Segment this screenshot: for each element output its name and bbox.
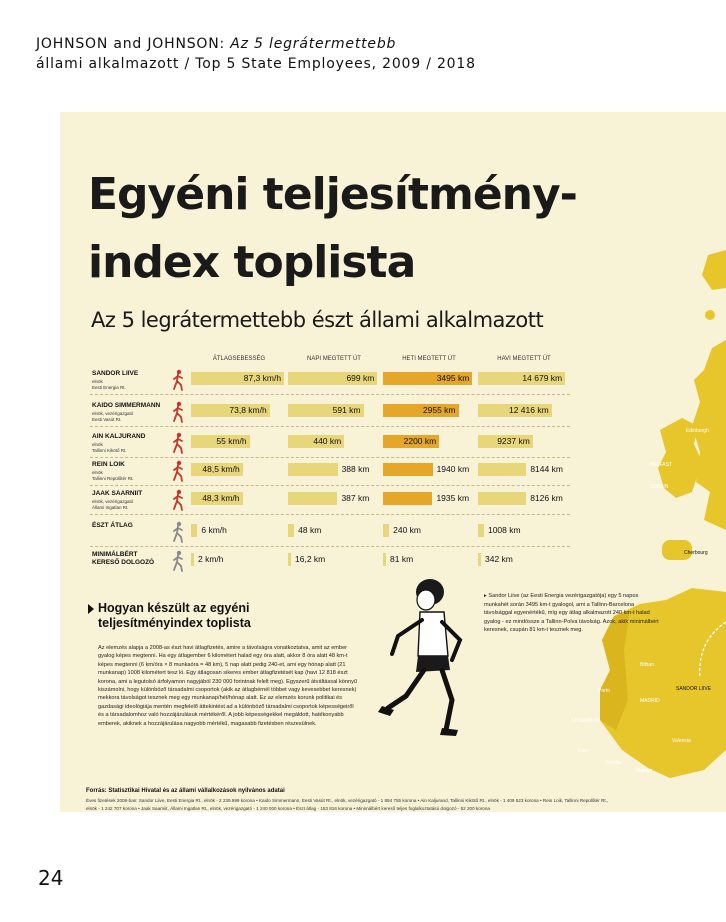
bar-value-label: 9237 km: [497, 436, 530, 446]
bar-value-label: 8144 km: [530, 464, 563, 474]
row-subtitle: elnök, vezérigazgató: [92, 499, 134, 504]
chart-bar: [383, 524, 389, 537]
chart-bar: [478, 463, 526, 476]
row-subtitle: Állami Ingatlan Rt.: [92, 504, 129, 510]
bar-value-label: 440 km: [313, 436, 342, 446]
bar-value-label: 2 km/h: [198, 554, 224, 564]
bar-value-label: 1940 km: [436, 464, 470, 474]
bar-value-label: 73,8 km/h: [229, 405, 267, 415]
bar-value-label: 48,3 km/h: [202, 493, 240, 503]
column-header: HETI MEGTETT ÚT: [402, 356, 456, 362]
row-subtitle: elnök: [92, 470, 103, 475]
map-label-bilbao: Bilbao: [640, 662, 654, 668]
bar-value-label: 48 km: [298, 525, 322, 535]
source-body: Éves fizetések 2008-ban: Sandor Liive, Eesti Energia Rt., elnök - 2 239.999 korona • Kaido Simmermann, Eesti Vasút Rt., elnök, vezérigazgató - 1 894 755 korona • Ain Kaljurand, Tallinni Kikötő Rt., elnök - 1 409 523 korona • Rein Loik, Tallinni Repülőtér Rt., elnök - 1 242 707 korona • Jaak Saarniit, Állami Ingatlan Rt., elnök, vezérigazgató - 1 240 000 korona • Észt átlag - 153 816 korona • Minimálbért kereső teljes foglalkoztatású dolgozó - 52 200 korona: [86, 798, 609, 811]
bar-value-label: 387 km: [341, 493, 370, 503]
row-subtitle: Tallinni Kikötő Rt.: [92, 447, 127, 453]
row-name: REIN LOIK: [92, 461, 125, 468]
bar-value-label: 6 km/h: [201, 525, 227, 535]
bar-value-label: 14 679 km: [522, 373, 563, 383]
row-subtitle: elnök: [92, 442, 103, 447]
map-label-sevilla: Sevilla: [606, 760, 621, 766]
row-name: SANDOR LIIVE: [92, 370, 139, 377]
page-number: 24: [38, 866, 64, 890]
map-label-sandor-liive: SANDOR LIIVE: [676, 686, 712, 692]
row-subtitle: elnök, vezérigazgató: [92, 411, 134, 416]
bar-value-label: 240 km: [393, 525, 421, 535]
runner-icon: [172, 401, 184, 423]
bar-value-label: 81 km: [390, 554, 414, 564]
runner-icon: [172, 432, 184, 454]
magazine-header-line1: [36, 36, 396, 52]
chart-bar: [191, 524, 197, 537]
map-label-belfast: BELFAST: [650, 462, 672, 468]
map-land-north: [702, 250, 726, 290]
runner-leg-back: [388, 670, 424, 708]
map-label-dublin: DUBLIN: [650, 484, 669, 490]
note-text: Sandor Liive (az Eesti Energia vezérigazgatója) egy 5 napos munkahét során 3495 km-t gyalogol, ami a Tallinn-Barcelona távolsággal egyenértékű, míg egy átlag alkalmazott 240 km-t halad gyalog - ez mindössze a Tallinn-Polva távolság. Azok, akik minimálbért keresnek, csupán 81 km-t tesznek meg.: [484, 593, 659, 634]
chart-bar: [383, 492, 432, 505]
map-label-malaga: Malaga: [636, 768, 653, 774]
chart-bar: [288, 553, 291, 566]
runner-arm-left: [392, 620, 422, 654]
row-name: ÉSZT ÁTLAG: [92, 522, 133, 529]
chart-bar: [288, 463, 338, 476]
chart-bar: [383, 463, 433, 476]
runner-illustration: [372, 570, 488, 738]
sandor-liive-note: ▸ Sandor Liive (az Eesti Energia vezérigazgatója) egy 5 napos munkahét során 3495 km-t gyalogol, ami a Tallinn-Barcelona távolsággal egyenértékű, míg egy átlag alkalmazott 240 km-t halad gyalog - ez mindössze a Tallinn-Polva távolság. Azok, akik minimálbért keresnek, csupán 81 km-t tesznek meg.: [484, 593, 659, 634]
chart-bar: [288, 492, 337, 505]
runner-icon: [172, 550, 184, 572]
row-divider: [90, 457, 570, 458]
row-divider: [90, 394, 570, 395]
chart-bar: [383, 553, 386, 566]
infographic-title-line1: Egyéni teljesítmény-: [88, 169, 577, 220]
map-label-porto: Porto: [598, 688, 610, 694]
chart-bar: [478, 553, 481, 566]
runner-leg-front: [442, 670, 452, 730]
method-box-arrow-icon: [88, 604, 94, 614]
bar-value-label: 48,5 km/h: [202, 464, 240, 474]
bar-value-label: 591 km: [332, 405, 361, 415]
bar-value-label: 55 km/h: [216, 436, 247, 446]
infographic-title-line2: index toplista: [88, 237, 416, 288]
map-label-edinburgh: Edinburgh: [686, 428, 709, 434]
bar-value-label: 1008 km: [487, 525, 521, 535]
row-subtitle: elnök: [92, 379, 103, 384]
runner-icon: [172, 369, 184, 391]
bar-value-label: 2955 km: [422, 405, 456, 415]
chart-bar: [191, 553, 194, 566]
source-title: Forrás: Statisztikai Hivatal és az állami vállalkozások nyilvános adatai: [86, 788, 285, 794]
bar-value-label: 87,3 km/h: [243, 373, 282, 383]
magazine-header-line2: állami alkalmazott / Top 5 State Employees, 2009 / 2018: [36, 56, 476, 72]
column-header: NAPI MEGTETT ÚT: [307, 356, 361, 362]
runner-shorts: [416, 656, 450, 672]
header-plain: JOHNSON and JOHNSON:: [36, 36, 231, 52]
map-label-lisszabon: LISSZABON: [572, 718, 601, 724]
method-box-title: [98, 601, 251, 631]
infographic-subtitle: Az 5 legrátermettebb észt állami alkalmazott: [91, 308, 544, 332]
runner-icon: [172, 521, 184, 543]
map-label-madrid: MADRID: [640, 698, 660, 704]
bar-value-label: 2200 km: [403, 436, 437, 446]
method-box-body: Az elemzés alapja a 2008-as észt havi átlagfizetés, amire a távolságra vonatkoztatva, amit az ember gyalog képes megtenni. Ha egy átlagember 6 kilométert halad egy óra alatt, akkor 8 óra alatt 48 km-t képes megtenni (6 km/óra × 8 munkaóra = 48 km), 5 nap alatt pedig 240-et, ami egy hónap alatt (21 munkanap) 1008 kilométert tesz ki. Egy átlagosan sikeres ember átlagfizetését kap (havi 12 818 észt korona, ami a legutolsó árfolyamon nagyjából 230 000 forintnak felelt meg). Egyszerű átváltással könnyű kiszámolni, hogy különböző társadalmi csoportok (akik az átlagbérnél többet vagy kevesebbet keresnek) mekkora távolságot tesznek meg egy munkanap/hét/hónap alatt. Ez az elemzés korunk politikai és gazdasági ideológiája mentén megfelelő áttekintést ad a különböző társadalmi csoportok képességeiről és a társadalomhoz való hozzájárulásuk mértékéről. A jobb képességekkel megáldott, hatékonyabb emberek, akiknek a hozzájárulása nagyobb mértékű, magasabb fizetésben részesülnek.: [98, 645, 358, 727]
row-name: KAIDO SIMMERMANN: [92, 402, 161, 409]
map-label-valencia: Valencia: [672, 738, 691, 744]
row-name: MINIMÁLBÉRT: [92, 551, 138, 558]
column-header: HAVI MEGTETT ÚT: [497, 356, 551, 362]
bar-value-label: 699 km: [346, 373, 375, 383]
runner-head: [417, 590, 435, 610]
map-label-faro: Faro: [578, 748, 589, 754]
runner-shoe-front: [440, 728, 458, 736]
bar-value-label: 342 km: [485, 554, 513, 564]
bar-value-label: 1935 km: [436, 493, 470, 503]
bar-value-label: 12 416 km: [508, 405, 549, 415]
chart-bar: [478, 492, 526, 505]
row-divider: [90, 426, 570, 427]
map-label-cherbourg: Cherbourg: [684, 550, 708, 556]
row-divider: [90, 485, 570, 486]
bar-value-label: 3495 km: [436, 373, 470, 383]
row-name: AIN KALJURAND: [92, 433, 146, 440]
map-island: [705, 310, 715, 320]
bar-value-label: 16,2 km: [295, 554, 326, 564]
row-subtitle: Eesti Vasút Rt.: [92, 416, 122, 422]
chart-bar: [478, 524, 484, 537]
bar-value-label: 388 km: [341, 464, 370, 474]
row-subtitle: Tallinni Repülőtér Rt.: [92, 475, 134, 481]
chart-bar: [288, 524, 294, 537]
header-italic: Az 5 legrátermettebb: [230, 36, 397, 52]
runner-icon: [172, 460, 184, 482]
row-subtitle: Eesti Energia Rt.: [92, 384, 126, 390]
column-header: ÁTLAGSEBESSÉG: [212, 356, 266, 362]
row-divider: [90, 514, 570, 515]
map-britain: [692, 340, 726, 530]
runner-icon: [172, 489, 184, 511]
europe-map: [600, 230, 726, 790]
row-name: KERESŐ DOLGOZÓ: [92, 559, 155, 566]
row-divider: [90, 546, 570, 547]
row-name: JAAK SAARNIIT: [92, 490, 143, 497]
method-box-title-line1: Hogyan készült az egyéni: [98, 601, 250, 615]
method-box-title-line2: teljesítményindex toplista: [98, 616, 251, 630]
bar-value-label: 8126 km: [530, 493, 563, 503]
